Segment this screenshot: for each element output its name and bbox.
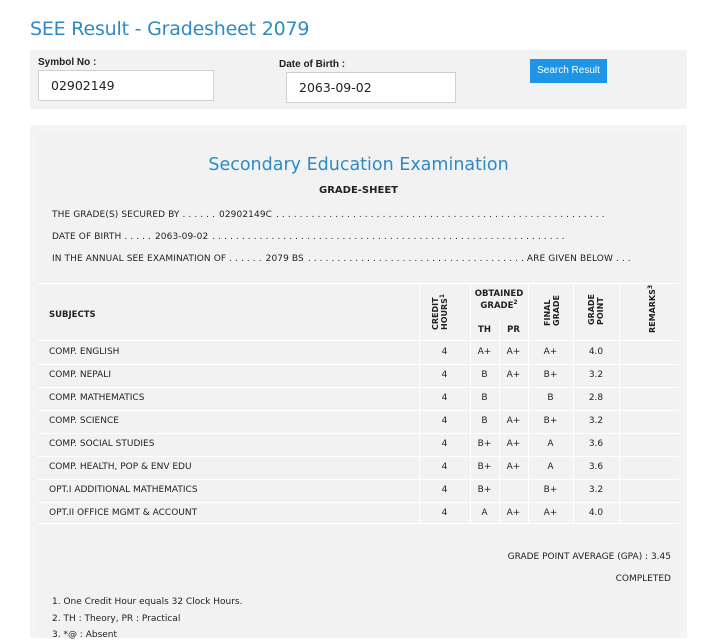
cell-th: B+ (477, 439, 492, 449)
cell-subject: COMP. MATHEMATICS (49, 393, 145, 403)
header-obtained-grade (470, 289, 528, 311)
secured-by-dots: . . . . . . . . . . . . . . . . . . . . . . . . . . . . . . . . . . . . . . . . . . . . . . . . . . . . . . . . (276, 210, 605, 220)
row-divider (38, 502, 679, 503)
row-divider (38, 364, 679, 365)
dob-line-value: 2063-09-02 (154, 232, 209, 242)
gradesheet (38, 133, 679, 638)
secured-by-label: THE GRADE(S) SECURED BY . . . . . . (52, 210, 216, 220)
cell-point: 3.2 (588, 416, 604, 426)
cell-pr: A+ (506, 439, 521, 449)
exam-line-label: IN THE ANNUAL SEE EXAMINATION OF . . . . . . (52, 254, 262, 264)
cell-pr: A+ (506, 370, 521, 380)
dob-line-dots: . . . . . . . . . . . . . . . . . . . . . . . . . . . . . . . . . . . . . . . . . . . . . . . . . . . . . . . . . . . . (212, 232, 565, 242)
cell-credit: 4 (441, 416, 448, 426)
col-divider (619, 283, 620, 523)
cell-th: B+ (477, 462, 492, 472)
page-title: SEE Result - Gradesheet 2079 (30, 18, 310, 40)
header-obtained-line1: OBTAINED (474, 289, 524, 299)
cell-point: 3.6 (588, 462, 604, 472)
cell-th: A+ (477, 347, 492, 357)
cell-subject: COMP. ENGLISH (49, 347, 120, 357)
cell-subject: COMP. SCIENCE (49, 416, 119, 426)
cell-pr: A+ (506, 416, 521, 426)
cell-th: B (481, 393, 488, 403)
cell-final: B+ (543, 485, 558, 495)
cell-final: B+ (543, 370, 558, 380)
footnote-3: 3. *@ : Absent (52, 630, 118, 640)
exam-line (52, 254, 631, 264)
cell-point: 4.0 (588, 508, 604, 518)
cell-pr: A+ (506, 462, 521, 472)
exam-year-value: 2079 BS (265, 254, 304, 264)
cell-point: 2.8 (588, 393, 604, 403)
cell-pr: A+ (506, 508, 521, 518)
cell-th: B (481, 416, 488, 426)
cell-final: B (547, 393, 554, 403)
dob-input[interactable] (286, 72, 456, 103)
search-result-button[interactable]: Search Result (530, 59, 607, 83)
cell-final: A (547, 439, 554, 449)
cell-final: B+ (543, 416, 558, 426)
cell-point: 3.2 (588, 485, 604, 495)
dob-line (52, 232, 565, 242)
row-divider (38, 387, 679, 388)
cell-th: B+ (477, 485, 492, 495)
cell-credit: 4 (441, 393, 448, 403)
header-subjects: SUBJECTS (49, 310, 96, 320)
footnote-2: 2. TH : Theory, PR : Practical (52, 613, 181, 624)
gpa-summary: GRADE POINT AVERAGE (GPA) : 3.45 (507, 552, 671, 562)
header-credit-line1: CREDIT (431, 297, 440, 330)
cell-subject: COMP. NEPALI (49, 370, 111, 380)
cell-point: 4.0 (588, 347, 604, 357)
table-bottom-border (38, 523, 679, 524)
cell-final: A (547, 462, 554, 472)
row-divider (38, 410, 679, 411)
cell-final: A+ (543, 347, 558, 357)
cell-credit: 4 (441, 485, 448, 495)
cell-credit: 4 (441, 439, 448, 449)
exam-title: Secondary Education Examination (208, 155, 509, 175)
table-top-border (38, 283, 679, 284)
row-divider (38, 433, 679, 434)
row-divider (38, 479, 679, 480)
symbol-no-label: Symbol No : (38, 57, 97, 68)
header-obtained-line2: GRADE$^2$ (480, 299, 518, 311)
cell-th: B (481, 370, 488, 380)
header-grade-point: GRADE POINT (587, 293, 605, 325)
search-panel (30, 50, 687, 109)
header-remarks: REMARKS$^3$ (647, 284, 657, 333)
row-divider (38, 456, 679, 457)
cell-subject: OPT.I ADDITIONAL MATHEMATICS (49, 485, 198, 495)
dob-line-label: DATE OF BIRTH . . . . . (52, 232, 151, 242)
header-credit-line2: HOURS$^1$ (439, 293, 449, 330)
cell-point: 3.6 (588, 439, 604, 449)
footnotes (52, 594, 242, 644)
cell-credit: 4 (441, 370, 448, 380)
cell-final: A+ (543, 508, 558, 518)
header-pr: PR (507, 325, 520, 335)
cell-th: A (481, 508, 488, 518)
header-th: TH (478, 325, 491, 335)
header-credit-hours (431, 294, 449, 330)
cell-credit: 4 (441, 462, 448, 472)
cell-subject: COMP. SOCIAL STUDIES (49, 439, 155, 449)
cell-subject: COMP. HEALTH, POP & ENV EDU (49, 462, 192, 472)
cell-credit: 4 (441, 347, 448, 357)
result-status: COMPLETED (615, 574, 671, 584)
footnote-1: 1. One Credit Hour equals 32 Clock Hours. (52, 597, 243, 607)
exam-line-suffix: . . . . . . . . . . . . . . . . . . . . . . . . . . . . . . . . . . . . . ARE GIVEN BELOW . . . (307, 254, 631, 264)
symbol-no-input[interactable] (38, 70, 214, 101)
cell-credit: 4 (441, 508, 448, 518)
secured-by-line (52, 210, 605, 220)
header-final-grade: FINAL GRADE (543, 294, 561, 326)
cell-pr: A+ (506, 347, 521, 357)
cell-subject: OPT.II OFFICE MGMT & ACCOUNT (49, 508, 198, 518)
header-divider (38, 340, 679, 341)
dob-label: Date of Birth : (279, 59, 346, 70)
symbol-value: 02902149C (219, 210, 273, 220)
result-panel (30, 125, 687, 638)
gradesheet-title: GRADE-SHEET (319, 185, 398, 196)
cell-point: 3.2 (588, 370, 604, 380)
